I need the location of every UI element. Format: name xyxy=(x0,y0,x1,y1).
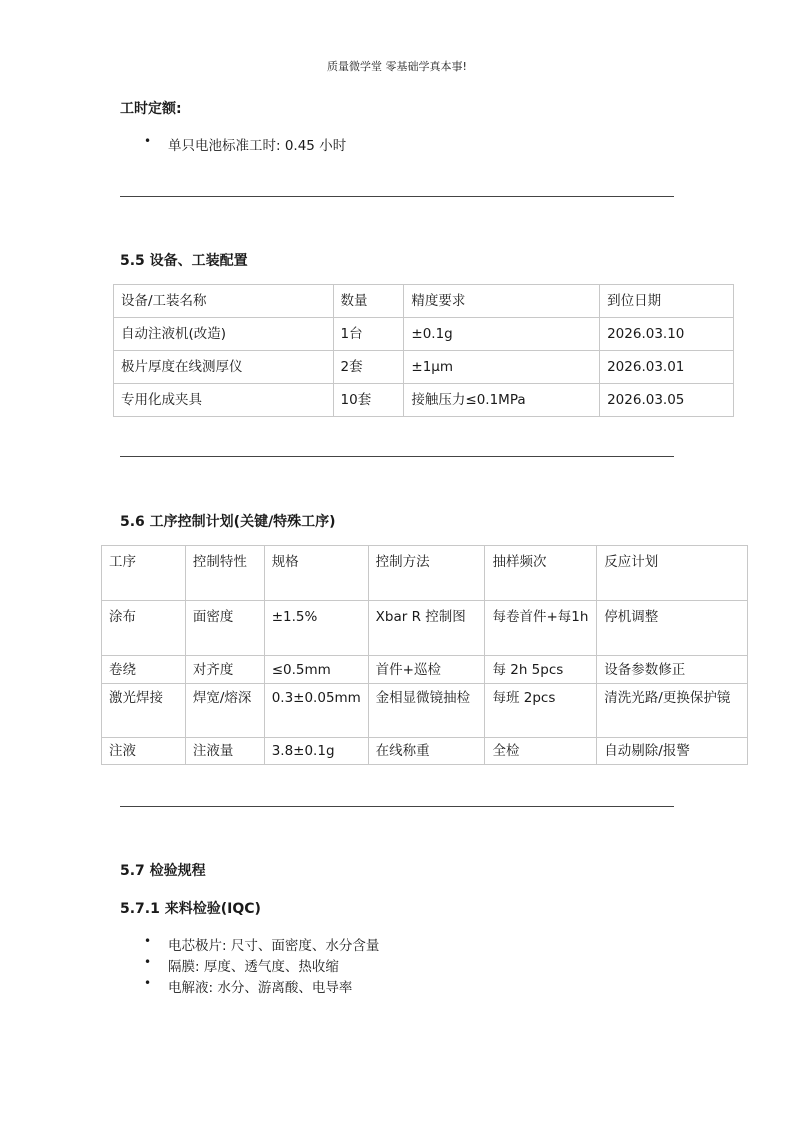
table-cell: 在线称重 xyxy=(368,738,485,765)
table-cell: 每卷首件+每1h xyxy=(485,601,597,656)
table-header-cell: 反应计划 xyxy=(597,546,748,601)
table-header-row xyxy=(114,285,734,318)
table-row xyxy=(114,318,734,351)
table-cell: 自动注液机(改造) xyxy=(114,318,334,351)
page-header: 质量微学堂 零基础学真本事! xyxy=(327,60,467,73)
table-cell: 2026.03.05 xyxy=(600,384,734,417)
table-cell: 金相显微镜抽检 xyxy=(368,684,485,738)
table-cell: 面密度 xyxy=(185,601,264,656)
table-cell: 10套 xyxy=(333,384,404,417)
table-header-row xyxy=(102,546,748,601)
table-cell: 对齐度 xyxy=(185,656,264,684)
equipment-title: 5.5 设备、工装配置 xyxy=(120,253,248,269)
table-cell: 清洗光路/更换保护镜 xyxy=(597,684,748,738)
table-cell: ±0.1g xyxy=(404,318,600,351)
table-header-cell: 控制特性 xyxy=(185,546,264,601)
table-header-cell: 抽样频次 xyxy=(485,546,597,601)
table-cell: 2026.03.10 xyxy=(600,318,734,351)
inspection-title: 5.7 检验规程 xyxy=(120,863,206,879)
divider xyxy=(120,806,674,807)
control-plan-table xyxy=(101,545,748,765)
equipment-table xyxy=(113,284,734,417)
table-row xyxy=(114,384,734,417)
table-cell: 首件+巡检 xyxy=(368,656,485,684)
table-cell: 0.3±0.05mm xyxy=(264,684,368,738)
table-cell: 设备参数修正 xyxy=(597,656,748,684)
table-header-cell: 到位日期 xyxy=(600,285,734,318)
table-row xyxy=(102,601,748,656)
table-cell: Xbar R 控制图 xyxy=(368,601,485,656)
table-row xyxy=(102,738,748,765)
list-item: • 电芯极片: 尺寸、面密度、水分含量 xyxy=(168,934,379,954)
divider xyxy=(120,196,674,197)
table-cell: 2套 xyxy=(333,351,404,384)
table-header-cell: 控制方法 xyxy=(368,546,485,601)
table-header-cell: 设备/工装名称 xyxy=(114,285,334,318)
table-cell: 注液 xyxy=(102,738,186,765)
table-cell: 2026.03.01 xyxy=(600,351,734,384)
list-item: • 电解液: 水分、游离酸、电导率 xyxy=(168,976,352,996)
table-cell: 专用化成夹具 xyxy=(114,384,334,417)
table-cell: 全检 xyxy=(485,738,597,765)
table-cell: 3.8±0.1g xyxy=(264,738,368,765)
list-item: • 隔膜: 厚度、透气度、热收缩 xyxy=(168,955,339,975)
table-cell: 停机调整 xyxy=(597,601,748,656)
table-cell: 焊宽/熔深 xyxy=(185,684,264,738)
table-cell: 激光焊接 xyxy=(102,684,186,738)
iqc-subtitle: 5.7.1 来料检验(IQC) xyxy=(120,901,261,917)
table-header-cell: 工序 xyxy=(102,546,186,601)
table-cell: ±1.5% xyxy=(264,601,368,656)
table-row xyxy=(114,351,734,384)
table-cell: 卷绕 xyxy=(102,656,186,684)
table-header-cell: 精度要求 xyxy=(404,285,600,318)
table-cell: 1台 xyxy=(333,318,404,351)
work-hours-title: 工时定额: xyxy=(120,101,182,117)
table-cell: 涂布 xyxy=(102,601,186,656)
table-cell: 接触压力≤0.1MPa xyxy=(404,384,600,417)
table-cell: ±1μm xyxy=(404,351,600,384)
work-hours-item: • 单只电池标准工时: 0.45 小时 xyxy=(168,134,346,154)
control-plan-title: 5.6 工序控制计划(关键/特殊工序) xyxy=(120,514,336,530)
table-row xyxy=(102,656,748,684)
table-header-cell: 数量 xyxy=(333,285,404,318)
table-cell: 极片厚度在线测厚仪 xyxy=(114,351,334,384)
table-cell: 每 2h 5pcs xyxy=(485,656,597,684)
table-cell: 每班 2pcs xyxy=(485,684,597,738)
table-cell: 自动剔除/报警 xyxy=(597,738,748,765)
table-cell: 注液量 xyxy=(185,738,264,765)
table-header-cell: 规格 xyxy=(264,546,368,601)
table-row xyxy=(102,684,748,738)
table-cell: ≤0.5mm xyxy=(264,656,368,684)
divider xyxy=(120,456,674,457)
